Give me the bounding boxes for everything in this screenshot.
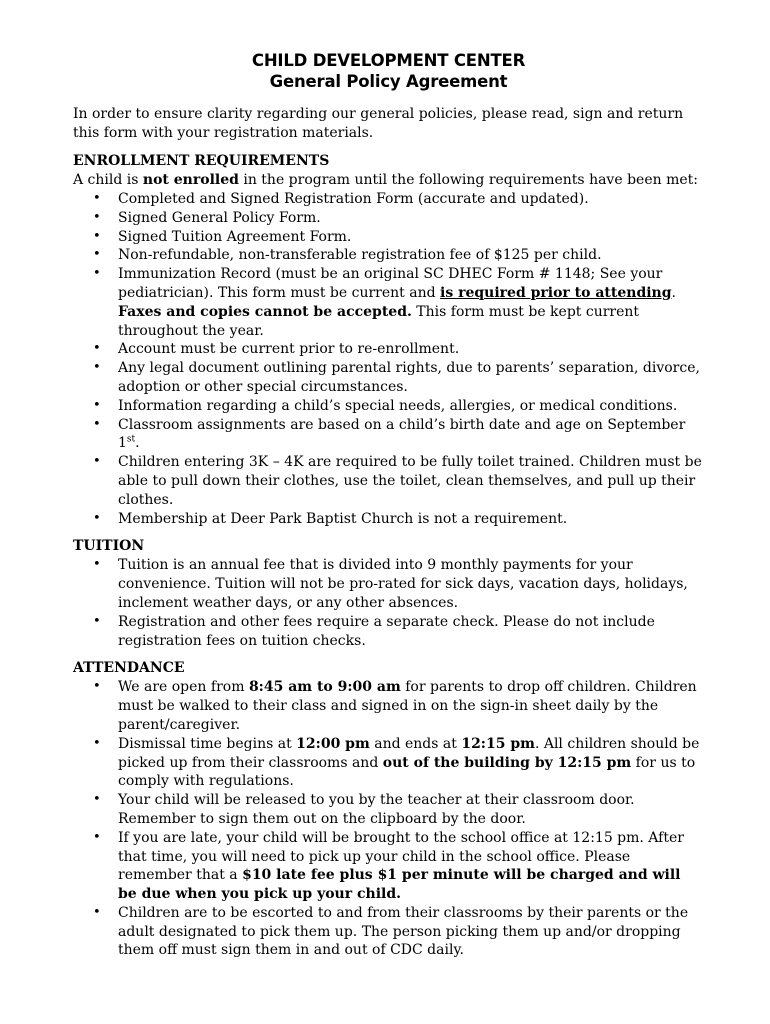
dismissal-start-bold: 12:00 pm <box>296 735 370 752</box>
bullet-icon: • <box>93 454 101 470</box>
dismissal-end-bold: 12:15 pm <box>461 735 535 752</box>
enrollment-list <box>73 190 704 528</box>
intro-paragraph: In order to ensure clarity regarding our general policies, please read, sign and return this form with your registration materials. <box>73 106 684 141</box>
list-item-text: Signed General Policy Form. <box>118 209 321 226</box>
bullet-icon: • <box>93 735 101 751</box>
bullet-icon: • <box>93 613 101 629</box>
list-item-text: for us to comply with regulations. <box>118 754 696 790</box>
bullet-icon: • <box>93 341 101 357</box>
classroom-end: . <box>135 435 140 452</box>
bullet-icon: • <box>93 904 101 920</box>
enrollment-section <box>73 152 704 528</box>
attendance-section <box>73 659 704 960</box>
list-item <box>73 904 704 960</box>
list-item-text: Your child will be released to you by the teacher at their classroom door. Remember to sign them out on the clipboard by the door. <box>118 792 635 827</box>
bullet-icon: • <box>93 510 101 526</box>
list-item-text: Account must be current prior to re-enrollment. <box>118 341 460 358</box>
bullet-icon: • <box>93 792 101 808</box>
classroom-text: Classroom assignments are based on a child’s birth date and age on September 1 <box>118 416 686 452</box>
list-item <box>73 735 704 791</box>
list-item <box>73 265 704 340</box>
attendance-heading: ATTENDANCE <box>73 660 185 677</box>
list-item <box>73 510 704 529</box>
document-subtitle: General Policy Agreement <box>269 72 508 91</box>
bullet-icon: • <box>93 829 101 845</box>
list-item <box>73 209 704 228</box>
list-item <box>73 190 704 209</box>
attendance-list <box>73 678 704 960</box>
list-item <box>73 453 704 509</box>
list-item-text: . All children should be picked up from their classrooms and <box>118 735 700 771</box>
tuition-list <box>73 556 704 650</box>
bullet-icon: • <box>93 209 101 225</box>
list-item <box>73 397 704 416</box>
list-item-text: Tuition is an annual fee that is divided into 9 monthly payments for your convenience. Tuition will not be pro-rated for sick days, vacation days, holidays, inclement weather days, or any other absences. <box>118 557 688 611</box>
list-item-text: for parents to drop off children. Children must be walked to their class and signed in on the sign-in sheet daily by the parent/caregiver. <box>118 679 697 733</box>
immunization-underline: is required prior to attending <box>440 284 672 301</box>
list-item <box>73 228 704 247</box>
enrollment-lead-text: A child is <box>73 172 143 188</box>
list-item-text: Children are to be escorted to and from their classrooms by their parents or the adult designated to pick them up. The person picking them up and/or dropping them off must sign them in and out of CDC daily. <box>118 904 689 959</box>
immunization-text: Immunization Record (must be an original SC DHEC Form # 1148; See your pediatrician). This form must be current and <box>118 266 663 301</box>
dropoff-time-bold: 8:45 am to 9:00 am <box>248 679 401 696</box>
enrollment-lead <box>73 171 704 190</box>
enrollment-lead-text-2: in the program until the following requirements have been met: <box>238 172 698 188</box>
list-item <box>73 791 704 829</box>
enrollment-heading: ENROLLMENT REQUIREMENTS <box>73 153 330 169</box>
out-of-building-bold: out of the building by 12:15 pm <box>382 754 632 771</box>
list-item-text: and ends at <box>369 735 462 752</box>
list-item-text: Completed and Signed Registration Form (accurate and updated). <box>118 191 589 207</box>
bullet-icon: • <box>93 228 101 244</box>
bullet-icon: • <box>93 266 101 282</box>
document-title: CHILD DEVELOPMENT CENTER <box>251 51 526 70</box>
late-fee-bold: $10 late fee plus $1 per minute will be charged and will be due when you pick up your child. <box>118 867 681 903</box>
list-item <box>73 613 704 651</box>
list-item-text: Non-refundable, non-transferable registration fee of $125 per child. <box>118 247 602 264</box>
list-item-text: Dismissal time begins at <box>118 735 297 752</box>
bullet-icon: • <box>93 557 101 573</box>
list-item-text: Signed Tuition Agreement Form. <box>118 228 352 245</box>
list-item <box>73 556 704 612</box>
bullet-icon: • <box>93 191 101 206</box>
list-item <box>73 678 704 734</box>
bullet-icon: • <box>93 397 101 413</box>
immunization-text-2: . <box>671 284 676 301</box>
list-item-text: If you are late, your child will be brought to the school office at 12:15 pm. After that time, you will need to pick up your child in the school office. Please remember that a <box>118 829 684 884</box>
list-item <box>73 829 704 904</box>
bullet-icon: • <box>93 416 101 432</box>
list-item <box>73 359 704 397</box>
list-item <box>73 416 704 454</box>
list-item-text: Registration and other fees require a separate check. Please do not include registration fees on tuition checks. <box>118 613 655 649</box>
tuition-heading: TUITION <box>73 538 145 555</box>
immunization-text-3: This form must be kept current throughout the year. <box>118 303 640 339</box>
list-item-text: Information regarding a child’s special needs, allergies, or medical conditions. <box>118 397 678 414</box>
list-item-text: Children entering 3K – 4K are required to be fully toilet trained. Children must be able to pull down their clothes, use the toilet, clean themselves, and pull up their clothes. <box>118 454 702 508</box>
bullet-icon: • <box>93 360 101 376</box>
list-item <box>73 340 704 359</box>
bullet-icon: • <box>93 247 101 263</box>
list-item-text: Membership at Deer Park Baptist Church is not a requirement. <box>118 510 568 527</box>
bullet-icon: • <box>93 679 101 695</box>
list-item <box>73 246 704 265</box>
tuition-section <box>73 537 704 650</box>
enrollment-lead-bold: not enrolled <box>142 172 239 188</box>
classroom-sup: st <box>126 434 136 445</box>
list-item-text: Any legal document outlining parental rights, due to parents’ separation, divorce, adoption or other special circumstances. <box>118 360 700 395</box>
immunization-bold: Faxes and copies cannot be accepted. <box>118 303 412 320</box>
list-item-text: We are open from <box>118 679 249 696</box>
